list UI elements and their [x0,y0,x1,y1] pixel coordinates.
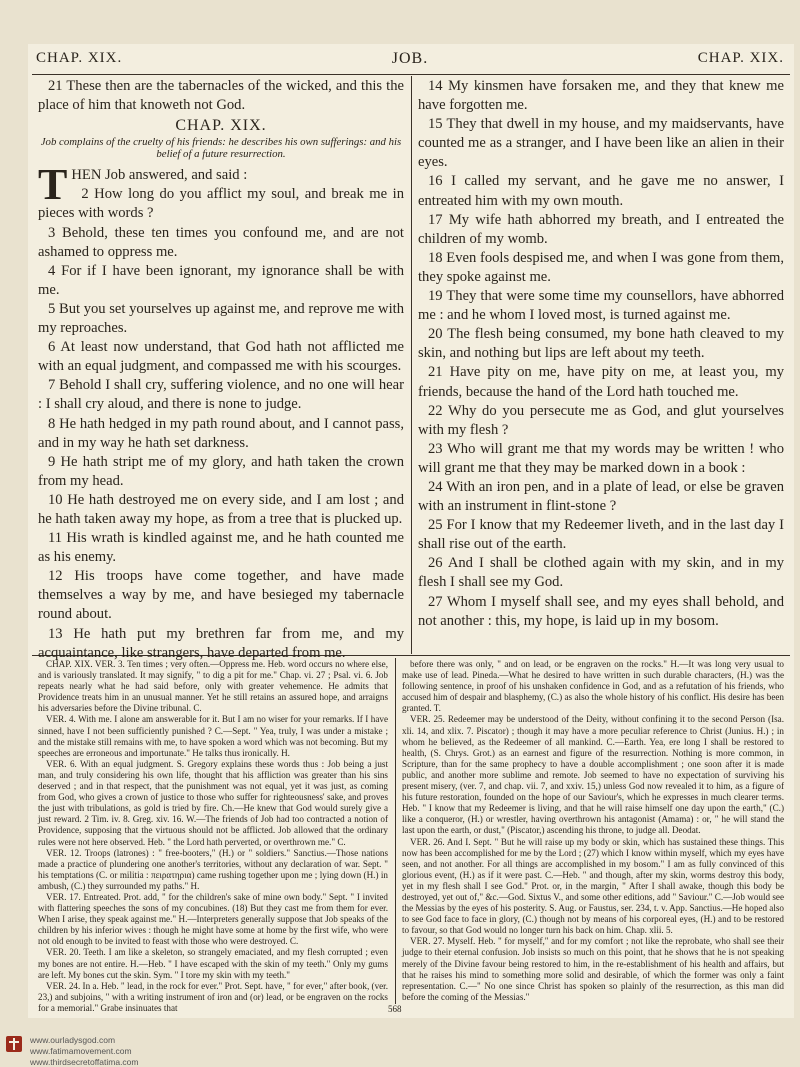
note: VER. 24. In a. Heb. " lead, in the rock for ever." Prot. Sept. have, " for ever," after book, (ver. 23,) and subjoins, " with a writing instrument of iron and (or) lead, or be engraven on the rocks for a memorial." Grabe insinuates that [38,980,388,1013]
opening-text: HEN Job answered, and said : [71,167,248,184]
note: VER. 25. Redeemer may be understood of the Deity, without confining it to the second Person (Isa. xli. 14, and xlix. 7. Piscator) ; though it may have a more peculiar reference to Christ (Junius. H.) ; in whom he believed, as the Redeemer of all mankind. C.—Earth. Yea, ere long I shall be restored to health, (S. Chrys. Grot.) as an earnest and figure of the resurrection. Nothing is more common, in Scripture, than for the same prophecy to have a double accomplishment ; one soon after it is made public, and another more sublime and remote. Job seemed to have no expectation of surviving his present misery, (ver. 7, and chap. vii. 7, and xxiv. 15,) unless God now revealed it to him, as a figure of his future restoration, founded on the hope of our Saviour's, which he expresses in much clearer terms. Heb. " I know that my Redeemer is living, and that he will raise himself one day upon the earth," (C.) like a conqueror, (H.) or wrestler, having overthrown his antagonist (Amama) : or, " he will stand the last upon the earth, or dust," (Piscator,) ascending his throne, to judge all. Deodat. [402,714,784,836]
page-number: 568 [388,1004,402,1014]
header-left: CHAP. XIX. [36,50,123,66]
drop-cap: T [38,160,68,210]
watermark-url: www.ourladysgod.com [30,1035,116,1045]
verse: 9 He hath stript me of my glory, and hath taken the crown from my head. [38,453,404,489]
verse: 22 Why do you persecute me as God, and glut yourselves with my flesh ? [418,402,784,438]
verse: 12 His troops have come together, and have made themselves a way by me, and have besieged my tabernacle round about. [38,568,404,623]
note: VER. 4. With me. I alone am answerable for it. But I am no wiser for your remarks. If I have sinned, have I not been sufficiently punished ? C.—Sept. " Yea, truly, I was under a mistake ; and the mistake still remains with me, to have spoken a word which was not becoming. But my speeches are erroneous and importunate." He talks thus ironically. H. [38,714,388,758]
verse: 7 Behold I shall cry, suffering violence, and no one will hear : I shall cry aloud, and there is none to judge. [38,377,404,413]
verse: 10 He hath destroyed me on every side, and I am lost ; and he hath taken away my hope, as from a tree that is plucked up. [38,491,404,527]
verse: 11 His wrath is kindled against me, and he hath counted me as his enemy. [38,530,404,566]
verse: 21 These then are the tabernacles of the wicked, and this the place of him that knoweth not God. [38,78,404,114]
verse: 8 He hath hedged in my path round about, and I cannot pass, and in my way he hath set darkness. [38,415,404,451]
verse: 14 My kinsmen have forsaken me, and they that knew me have forgotten me. [418,78,784,114]
cross-logo-icon [6,1036,22,1052]
verse: 20 The flesh being consumed, my bone hath cleaved to my skin, and nothing but lips are left about my teeth. [418,326,784,362]
header-center: JOB. [391,50,429,67]
header-right: CHAP. XIX. [697,50,784,66]
verse: 24 With an iron pen, and in a plate of lead, or else be graven with an instrument in flint-stone ? [418,478,784,515]
verse: 25 For I know that my Redeemer liveth, and in the last day I shall rise out of the earth. [418,517,784,553]
verse: 21 Have pity on me, have pity on me, at least you, my friends, because the hand of the Lord hath touched me. [418,364,784,400]
note: CHAP. XIX. VER. 3. Ten times ; very often.—Oppress me. Heb. word occurs no where else, and is variously translated. It may signify, " to dig a pit for me." Chap. vi. 27 ; Psal. vi. 6. Job repeats nearly what he had said before, only with greater vehemence. He admits that Providence treats him in an unusual manner. Yet he still retains an assured hope, and arraigns his adversaries before the Divine tribunal. C. [38,659,388,714]
note: VER. 20. Teeth. I am like a skeleton, so strangely emaciated, and my flesh corrupted ; even my bones are not entire. H.—Heb. " I have escaped with the skin of my teeth." Only my gums are left. My bones cut the skin. Sym. " I tore my skin with my teeth." [38,947,388,980]
verse: 6 At least now understand, that God hath not afflicted me with an equal judgment, and compassed me with his scourges. [38,339,404,375]
watermark-url: www.thirdsecretoffatima.com [30,1057,139,1067]
watermark-url: www.fatimamovement.com [30,1046,132,1056]
verse: 2 How long do you afflict my soul, and break me in pieces with words ? [38,186,404,222]
note: VER. 17. Entreated. Prot. add, " for the children's sake of mine own body." Sept. " I invited with flattering speeches the sons of my concubines. (18) But they cast me from them for ever. When I arise, they speak against me." H.—Interpreters generally suppose that Job speaks of the children by his inferior wives : though he might have some at home by the first wife, who were not old enough to be invited to feast with those who were destroyed. C. [38,891,388,947]
commentary-right [402,659,784,1003]
note: VER. 27. Myself. Heb. " for myself," and for my comfort ; not like the reprobate, who shall see their judge to their eternal confusion. Job insists so much on this point, that he shows that he is not speaking merely of the Divine favour being restored to him, in the re-establishment of his health and affairs, but that he raises his mind to something more solid and desirable, of which the former was only a faint representation. C.—" No one since Christ has spoken so plainly of the resurrection, as this man did before the coming of the Messias." [402,936,784,1002]
verse: 23 Who will grant me that my words may be written ! who will grant me that they may be marked down in a book : [418,440,784,476]
notes-divider [395,658,396,1004]
verse: 27 Whom I myself shall see, and my eyes shall behold, and not another : this, my hope, is laid up in my bosom. [418,593,784,629]
note: before there was only, " and on lead, or be engraven on the rocks." H.—It was long very usual to make use of lead. Pineda.—What he desired to have written in such durable characters, (H.) was the following sentence, in proof of his unshaken confidence in God, and as a refutation of his friends, who accused him of despair and blasphemy, (C.) as also the whole history of his conflict. His desire has been granted. T. [402,659,784,714]
verse: 19 They that were some time my counsellors, have abhorred me : and he whom I loved most, is turned against me. [418,288,784,324]
header-rule [32,74,790,75]
verse: 5 But you set yourselves up against me, and reprove me with my reproaches. [38,300,404,337]
note: VER. 6. With an equal judgment. S. Gregory explains these words thus : Job being a just man, and truly considering his own life, thought that his affliction was greater than his sins deserved ; and in that respect, that the punishment was not equal, yet it was just, as coming from God, who gives a crown of justice to those who suffer for righteousness' sake, and proves the just with tribulations, as gold is tried by fire. Ch.—He knew that God would surely give a just reward. 2 Tim. iv. 8. Greg. xiv. 16. W.—The friends of Job had too contracted a notion of Providence, supposing that the virtuous should not be afflicted. Job allowed that the ordinary rules were not here observed. Heb. " the Lord hath perverted, or overthrown me." C. [38,758,388,847]
note: VER. 12. Troops (latrones) : " free-booters," (H.) or " soldiers." Sanctius.—Those nations made a practice of plundering one another's territories, without any declaration of war. Sept. " his temptations (C. or militia : πειρατηρια) came rushing together upon me ; lying down (H.) in ambush, (C.) they surrounded my paths." H. [38,847,388,891]
verse: 13 He hath put my brethren far from me, and my acquaintance, like strangers, have departed from me. [38,625,404,661]
verse: 16 I called my servant, and he gave me no answer, I entreated him with my own mouth. [418,173,784,209]
verse: 17 My wife hath abhorred my breath, and I entreated the children of my womb. [418,211,784,247]
verse: 15 They that dwell in my house, and my maidservants, have counted me as a stranger, and I have been like an alien in their eyes. [418,116,784,171]
note: VER. 26. And I. Sept. " But he will raise up my body or skin, which has sustained these things. This now has been accomplished for me by the Lord ; (27) which I know within myself, which my eyes have seen, and not another. For all things are accomplished in my bosom." I am as fully convinced of this glorious event, (H.) as if it were past. C.—Heb. " and though, after my skin, worms destroy this body, yet in my flesh shall I see God." Prot. or, in the margin, " After I shall awake, though this body be destroyed, yet out of," &c.—God. Sixtus V., and some other editions, add " Saviour." C.—Job would see the Messias by the eyes of his posterity. S. Aug. or Faustus, ser. 234, t. v. App. Sanctius.—He hoped also to see God face to face in glory, (C.) though not by means of his corporeal eyes, (H.) and to be restored to favour, so that God would no longer turn his back on him. Chap. xlii. 5. [402,836,784,936]
verse: 4 For if I have been ignorant, my ignorance shall be with me. [38,262,404,298]
running-header [36,50,784,72]
chapter-title: CHAP. XIX. [175,117,267,135]
verse: 3 Behold, these ten times you confound me, and are not ashamed to oppress me. [38,224,404,260]
chapter-summary: Job complains of the cruelty of his friends: he describes his own sufferings: and his belief of a future resurrection. [40,136,402,161]
commentary-left [38,659,388,1014]
verse: 18 Even fools despised me, and when I was gone from them, they spoke against me. [418,249,784,285]
right-text-column [404,77,784,631]
verse: 26 And I shall be clothed again with my skin, and in my flesh I shall see my God. [418,555,784,591]
left-text-column [38,77,404,663]
